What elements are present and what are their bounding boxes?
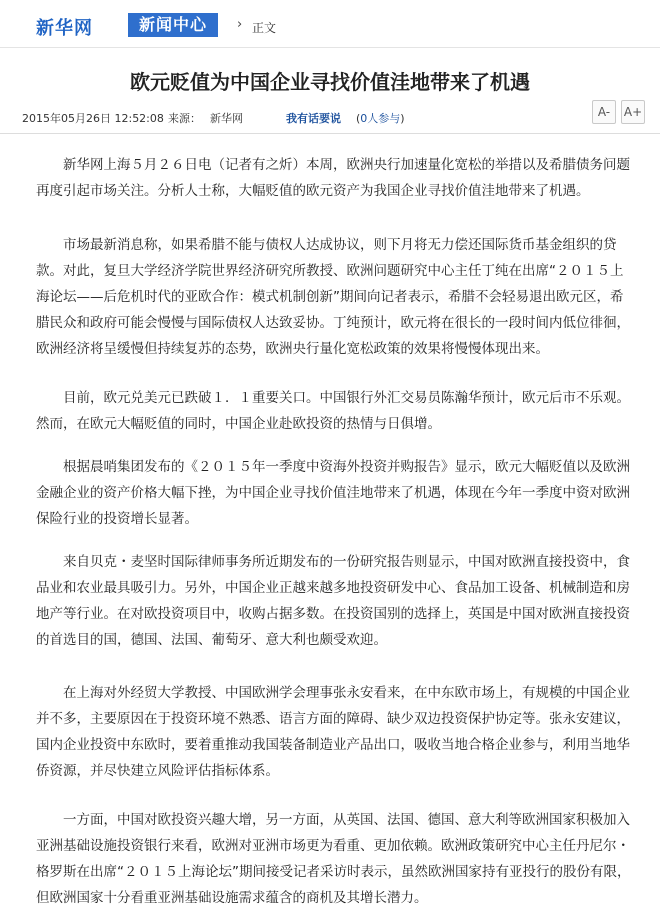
publish-datetime: 2015年05月26日 12:52:08 <box>22 112 164 125</box>
source-label: 来源： <box>168 112 201 125</box>
comment-count[interactable] <box>356 110 405 126</box>
font-decrease-button[interactable]: A- <box>592 100 616 124</box>
meta-divider <box>0 133 660 134</box>
comment-count-open: ( <box>356 112 361 125</box>
article-title: 欧元贬值为中国企业寻找价值洼地带来了机遇 <box>130 70 530 94</box>
site-logo[interactable]: 新华网 <box>36 18 93 39</box>
comment-count-value: 0人参与 <box>360 112 401 125</box>
header-divider <box>0 47 660 48</box>
article-paragraph: 根据晨哨集团发布的《２０１５年一季度中资海外投资并购报告》显示，欧元大幅贬值以及欧洲金融企业的资产价格大幅下挫，为中国企业寻找价值洼地带来了机遇，体现在今年一季度中资对欧洲保险行业的投资增长显著。 <box>36 459 630 527</box>
article-paragraph: 来自贝克・麦坚时国际律师事务所近期发布的一份研究报告则显示，中国对欧洲直接投资中，食品业和农业最具吸引力。另外，中国企业正越来越多地投资研发中心、食品加工设备、机械制造和房地产等行业。在对欧投资项目中，收购占据多数。在投资国别的选择上，英国是中国对欧洲直接投资的首选目的国，德国、法国、葡萄牙、意大利也颇受欢迎。 <box>36 554 630 648</box>
breadcrumb-current: 正文 <box>252 21 277 35</box>
article-paragraph: 一方面，中国对欧投资兴趣大增，另一方面，从英国、法国、德国、意大利等欧洲国家积极加入亚洲基础设施投资银行来看，欧洲对亚洲市场更为看重、更加依赖。欧洲政策研究中心主任丹尼尔・格罗斯在出席“２０１５上海论坛”期间接受记者采访时表示，虽然欧洲国家持有亚投行的股份有限，但欧洲国家十分看重亚洲基础设施需求蕴含的商机及其增长潜力。 <box>36 812 631 906</box>
chevron-right-icon: › <box>237 17 243 32</box>
comment-count-close: ) <box>400 112 405 125</box>
article-paragraph: 新华网上海５月２６日电（记者有之炘）本周，欧洲央行加速量化宽松的举措以及希腊债务问题再度引起市场关注。分析人士称，大幅贬值的欧元资产为我国企业寻找价值洼地带来了机遇。 <box>36 157 630 199</box>
source-name: 新华网 <box>210 112 243 125</box>
article-paragraph: 目前，欧元兑美元已跌破１．１重要关口。中国银行外汇交易员陈瀚华预计，欧元后市不乐观。然而，在欧元大幅贬值的同时，中国企业赴欧投资的热情与日俱增。 <box>36 390 630 432</box>
article-paragraph: 在上海对外经贸大学教授、中国欧洲学会理事张永安看来，在中东欧市场上，有规模的中国企业并不多，主要原因在于投资环境不熟悉、语言方面的障碍、缺少双边投资保护协定等。张永安建议，国内企业投资中东欧时，要着重推动我国装备制造业产品出口，吸收当地合格企业参与，利用当地华侨资源，并尽快建立风险评估指标体系。 <box>36 685 630 779</box>
font-increase-button[interactable]: A+ <box>621 100 645 124</box>
article-paragraph: 市场最新消息称，如果希腊不能与债权人达成协议，则下月将无力偿还国际货币基金组织的贷款。对此，复旦大学经济学院世界经济研究所教授、欧洲问题研究中心主任丁纯在出席“２０１５上海论坛——后危机时代的亚欧合作：模式机制创新”期间向记者表示，希腊不会轻易退出欧元区，希腊民众和政府可能会慢慢与国际债权人达致妥协。丁纯预计，欧元将在很长的一段时间内低位徘徊，欧洲经济将呈缓慢但持续复苏的态势，欧洲央行量化宽松政策的效果将慢慢体现出来。 <box>36 237 630 357</box>
site-header <box>0 0 660 48</box>
comment-link[interactable]: 我有话要说 <box>286 112 341 125</box>
section-link-news-center[interactable]: 新闻中心 <box>128 13 218 37</box>
